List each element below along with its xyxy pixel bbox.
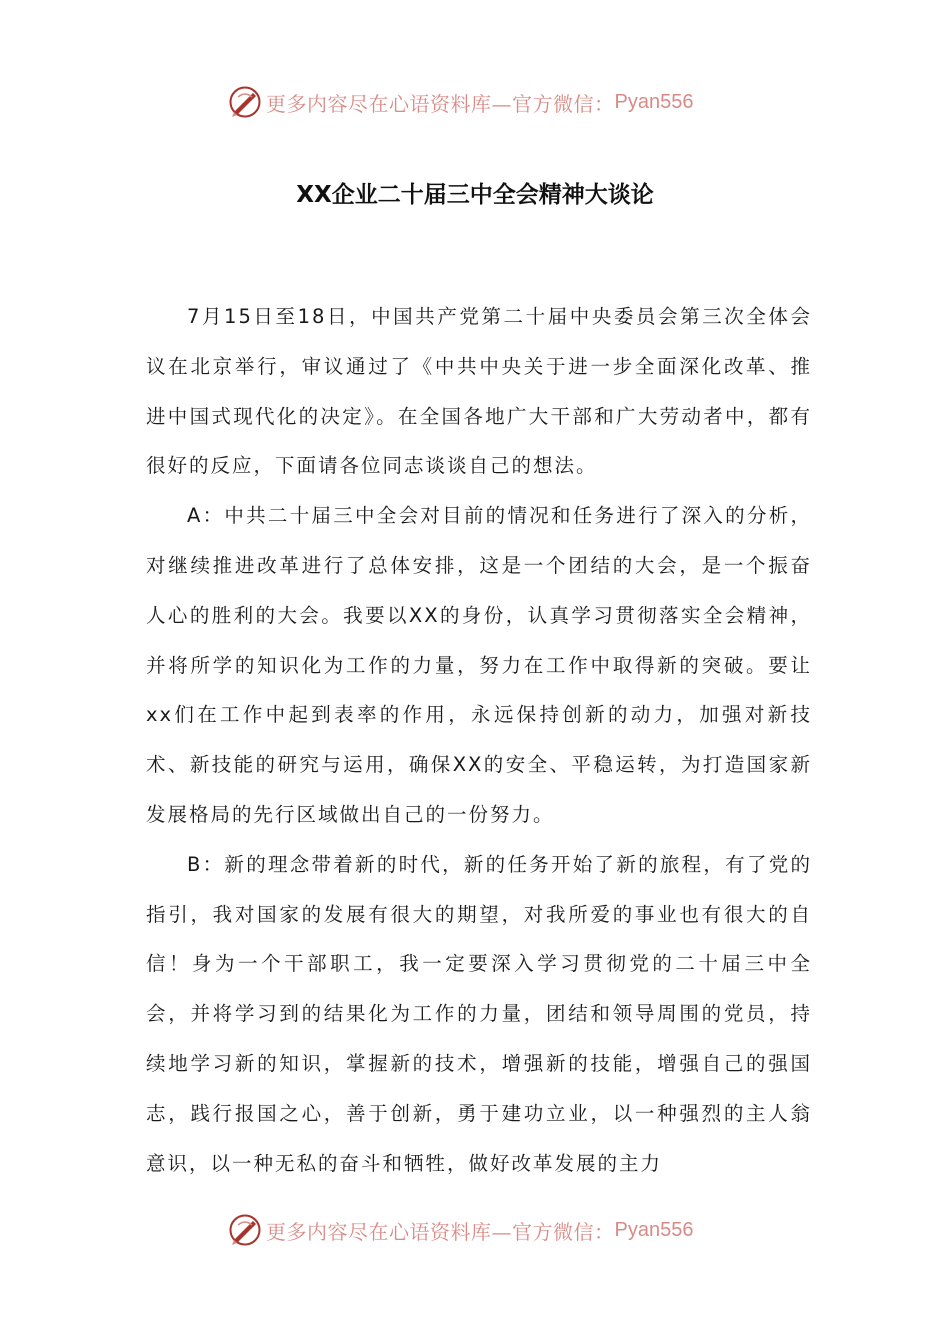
pen-logo-icon — [228, 85, 262, 119]
document-body — [146, 292, 812, 1188]
document-title: XX企业二十届三中全会精神大谈论 — [296, 182, 654, 208]
header-watermark — [228, 82, 748, 122]
pen-logo-icon — [228, 1213, 262, 1247]
paragraph-a: A：中共二十届三中全会对目前的情况和任务进行了深入的分析，对继续推进改革进行了总体安排，这是一个团结的大会，是一个振奋人心的胜利的大会。我要以XX的身份，认真学习贯彻落实全会精神，并将所学的知识化为工作的力量，努力在工作中取得新的突破。要让xx们在工作中起到表率的作用，永远保持创新的动力，加强对新技术、新技能的研究与运用，确保XX的安全、平稳运转，为打造国家新发展格局的先行区域做出自己的一份努力。 — [146, 504, 812, 826]
footer-watermark — [228, 1210, 748, 1250]
paragraph-intro: 7月15日至18日，中国共产党第二十届中央委员会第三次全体会议在北京举行，审议通过了《中共中央关于进一步全面深化改革、推进中国式现代化的决定》。在全国各地广大干部和广大劳动者中，都有很好的反应，下面请各位同志谈谈自己的想法。 — [146, 305, 812, 478]
paragraph-b: B：新的理念带着新的时代，新的任务开始了新的旅程，有了党的指引，我对国家的发展有很大的期望，对我所爱的事业也有很大的自信！身为一个干部职工，我一定要深入学习贯彻党的二十届三中全会，并将学习到的结果化为工作的力量，团结和领导周围的党员，持续地学习新的知识，掌握新的技术，增强新的技能，增强自己的强国志，践行报国之心，善于创新，勇于建功立业，以一种强烈的主人翁意识，以一种无私的奋斗和牺牲，做好改革发展的主力 — [146, 852, 812, 1175]
watermark-handle: Pyan556 — [614, 90, 694, 113]
watermark-handle: Pyan556 — [614, 1218, 694, 1241]
watermark-text: 更多内容尽在心语资料库—官方微信： — [266, 91, 615, 116]
watermark-text: 更多内容尽在心语资料库—官方微信： — [266, 1219, 615, 1244]
